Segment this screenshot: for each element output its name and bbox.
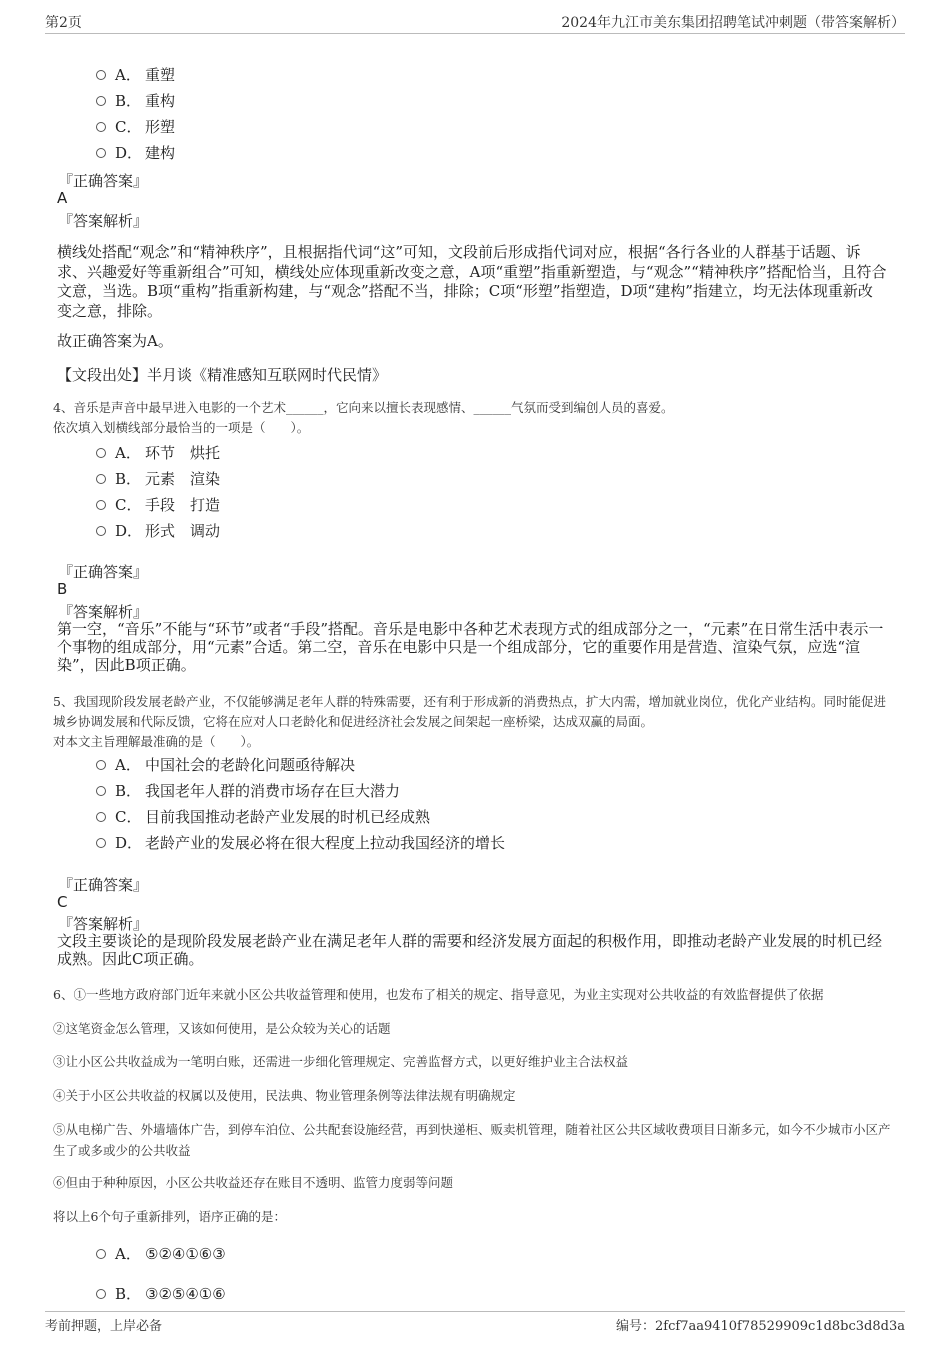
radio-icon[interactable]: [96, 148, 106, 158]
q3-option-a[interactable]: [96, 64, 175, 85]
footer-slogan: 考前押题，上岸必备: [45, 1319, 163, 1334]
radio-icon[interactable]: [96, 70, 106, 80]
q5-stem: [53, 692, 893, 752]
option-text: 重塑: [145, 66, 176, 84]
q5-analysis-label: 『答案解析』: [58, 915, 149, 933]
q6-option-a[interactable]: [96, 1243, 226, 1264]
q4-option-c[interactable]: [96, 494, 220, 515]
option-text: ⑤②④①⑥③: [145, 1244, 226, 1263]
q5-prompt: 对本文主旨理解最准确的是（ ）。: [53, 734, 260, 749]
q4-stem-text: 4、音乐是声音中最早进入电影的一个艺术______，它向来以擅长表现感情、______气氛而受到编创人员的喜爱。: [53, 400, 674, 415]
q4-option-a[interactable]: [96, 442, 220, 463]
option-letter: A．: [115, 1245, 141, 1263]
q4-option-b[interactable]: [96, 468, 220, 489]
q6-sentence-6: ⑥但由于种种原因，小区公共收益还存在账目不透明、监管力度弱等问题: [53, 1175, 454, 1190]
option-text: 形式 调动: [145, 522, 221, 540]
q4-correct-label: 『正确答案』: [58, 563, 149, 581]
q4-prompt: 依次填入划横线部分最恰当的一项是（ ）。: [53, 420, 310, 435]
option-text: 我国老年人群的消费市场存在巨大潜力: [145, 782, 401, 800]
option-letter: D．: [115, 522, 143, 540]
option-letter: A．: [115, 756, 141, 774]
q6-prompt: 将以上6个句子重新排列，语序正确的是：: [53, 1209, 286, 1224]
header-divider: [45, 33, 905, 34]
q3-option-c[interactable]: [96, 116, 175, 137]
option-letter: B．: [115, 92, 142, 110]
q3-source: 【文段出处】半月谈《精准感知互联网时代民情》: [57, 366, 388, 384]
radio-icon[interactable]: [96, 838, 106, 848]
option-text: ③②⑤④①⑥: [145, 1284, 226, 1303]
radio-icon[interactable]: [96, 526, 106, 536]
q3-correct-label: 『正确答案』: [58, 172, 149, 190]
q5-answer: C: [57, 893, 68, 911]
document-title: 2024年九江市美东集团招聘笔试冲刺题（带答案解析）: [561, 15, 905, 31]
option-letter: A．: [115, 444, 141, 462]
q5-option-b[interactable]: [96, 780, 400, 801]
option-letter: B．: [115, 1285, 142, 1303]
radio-icon[interactable]: [96, 96, 106, 106]
q3-analysis-text: 横线处搭配“观念”和“精神秩序”，且根据指代词“这”可知，文段前后形成指代词对应，根据“各行各业的人群基于话题、诉求、兴趣爱好等重新组合”可知，横线处应体现重新改变之意，A项“重塑”指重新塑造，与“观念”“精神秩序”搭配恰当，且符合文意，当选。B项“重构”指重新构建，与“观念”搭配不当，排除；C项“形塑”指塑造，D项“建构”指建立，均无法体现重新改变之意，排除。: [57, 243, 887, 320]
radio-icon[interactable]: [96, 1249, 106, 1259]
option-text: 中国社会的老龄化问题亟待解决: [145, 756, 356, 774]
option-text: 目前我国推动老龄产业发展的时机已经成熟: [145, 808, 431, 826]
page-number: 第2页: [45, 15, 82, 31]
q3-conclusion: 故正确答案为A。: [57, 332, 173, 350]
q5-option-d[interactable]: [96, 832, 505, 853]
option-letter: A．: [115, 66, 141, 84]
option-text: 重构: [145, 92, 176, 110]
radio-icon[interactable]: [96, 448, 106, 458]
q4-analysis-label: 『答案解析』: [58, 603, 149, 621]
q5-stem-text: 5、我国现阶段发展老龄产业，不仅能够满足老年人群的特殊需要，还有利于形成新的消费热点，扩大内需，增加就业岗位，优化产业结构。同时能促进城乡协调发展和代际反馈，它将在应对人口老龄化和促进经济社会发展之间架起一座桥梁，达成双赢的局面。: [53, 694, 886, 729]
radio-icon[interactable]: [96, 812, 106, 822]
radio-icon[interactable]: [96, 500, 106, 510]
option-text: 老龄产业的发展必将在很大程度上拉动我国经济的增长: [145, 834, 506, 852]
option-letter: B．: [115, 782, 142, 800]
q4-analysis-text: 第一空，“音乐”不能与“环节”或者“手段”搭配。音乐是电影中各种艺术表现方式的组成部分之一，“元素”在日常生活中表示一个事物的组成部分，用“元素”合适。第二空，音乐在电影中只是一个组成部分，它的重要作用是营造、渲染气氛，应选“渲染”，因此B项正确。: [57, 620, 884, 674]
q6-option-b[interactable]: [96, 1283, 226, 1304]
radio-icon[interactable]: [96, 122, 106, 132]
q6-sentence-1: 6、①一些地方政府部门近年来就小区公共收益管理和使用，也发布了相关的规定、指导意见，为业主实现对公共收益的有效监督提供了依据: [53, 987, 824, 1002]
option-text: 手段 打造: [145, 496, 221, 514]
q6-sentence-4: ④关于小区公共收益的权属以及使用，民法典、物业管理条例等法律法规有明确规定: [53, 1088, 516, 1103]
q5-option-c[interactable]: [96, 806, 430, 827]
radio-icon[interactable]: [96, 1289, 106, 1299]
q5-option-a[interactable]: [96, 754, 355, 775]
radio-icon[interactable]: [96, 786, 106, 796]
option-letter: C．: [115, 496, 142, 514]
q3-answer: A: [57, 189, 68, 207]
option-text: 环节 烘托: [145, 444, 221, 462]
option-letter: D．: [115, 834, 143, 852]
option-text: 形塑: [145, 118, 176, 136]
q4-answer: B: [57, 580, 68, 598]
q3-option-b[interactable]: [96, 90, 175, 111]
q5-correct-label: 『正确答案』: [58, 876, 149, 894]
radio-icon[interactable]: [96, 474, 106, 484]
q4-stem: [53, 398, 893, 438]
radio-icon[interactable]: [96, 760, 106, 770]
option-letter: C．: [115, 118, 142, 136]
q3-option-d[interactable]: [96, 142, 175, 163]
q3-analysis-label: 『答案解析』: [58, 212, 149, 230]
footer-code: 编号：2fcf7aa9410f78529909c1d8bc3d8d3a: [616, 1319, 905, 1334]
option-text: 建构: [145, 144, 176, 162]
q6-sentence-5: ⑤从电梯广告、外墙墙体广告，到停车泊位、公共配套设施经营，再到快递柜、贩卖机管理，随着社区公共区域收费项目日渐多元，如今不少城市小区产生了或多或少的公共收益: [53, 1122, 891, 1158]
option-letter: D．: [115, 144, 143, 162]
option-letter: C．: [115, 808, 142, 826]
q6-sentence-2: ②这笔资金怎么管理，又该如何使用，是公众较为关心的话题: [53, 1021, 391, 1036]
q6-sentence-3: ③让小区公共收益成为一笔明白账，还需进一步细化管理规定、完善监督方式，以更好维护业主合法权益: [53, 1054, 629, 1069]
q4-option-d[interactable]: [96, 520, 220, 541]
footer-divider: [45, 1311, 905, 1312]
option-text: 元素 渲染: [145, 470, 221, 488]
q5-analysis-text: 文段主要谈论的是现阶段发展老龄产业在满足老年人群的需要和经济发展方面起的积极作用，即推动老龄产业发展的时机已经成熟。因此C项正确。: [57, 932, 883, 968]
option-letter: B．: [115, 470, 142, 488]
